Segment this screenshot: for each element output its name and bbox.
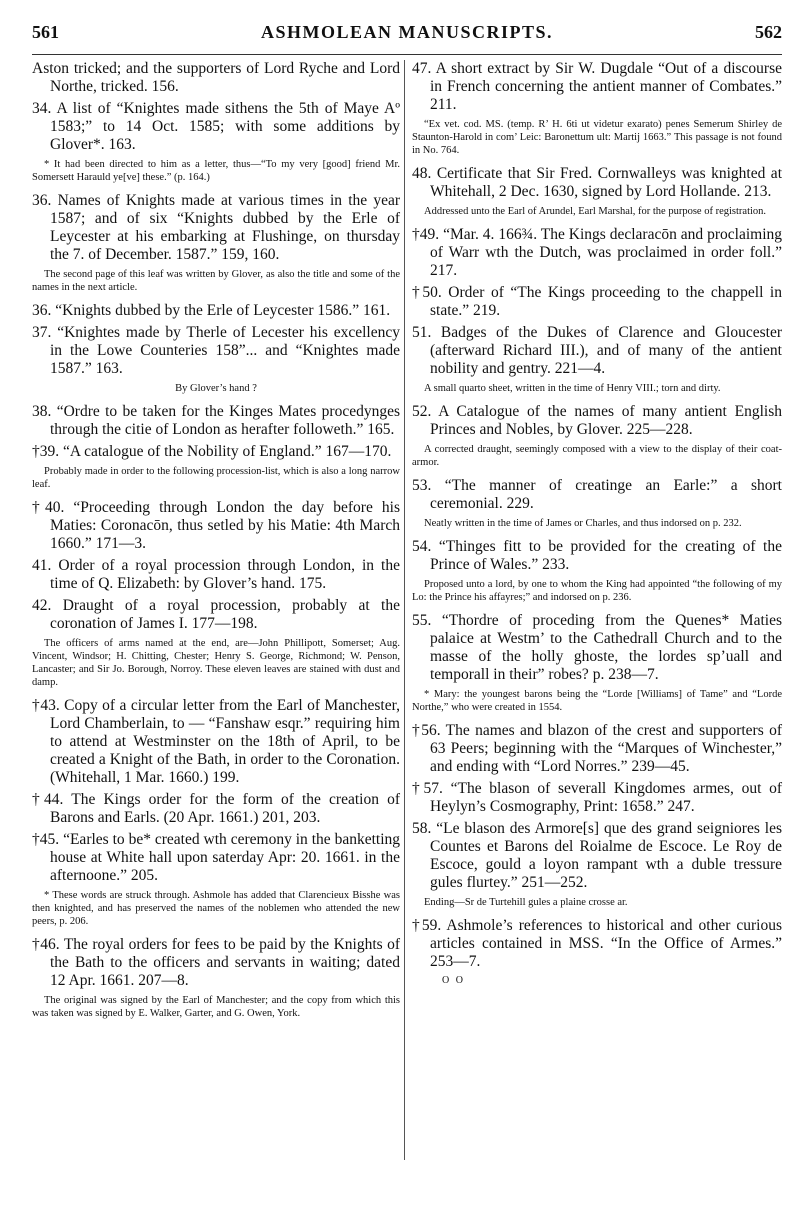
catalogue-note: Probably made in order to the following procession-list, which is also a long narrow leaf. bbox=[32, 466, 400, 490]
catalogue-entry: †40. “Proceeding through London the day before his Maties: Coronacōn, thus setled by his Matie: 4th March 1660.” 171—3. bbox=[32, 499, 400, 552]
catalogue-entry: †50. Order of “The Kings proceeding to the chappell in state.” 219. bbox=[412, 284, 782, 319]
catalogue-note: Ending—Sr de Turtehill gules a plaine crosse ar. bbox=[424, 897, 628, 908]
page-number-right: 562 bbox=[755, 22, 782, 42]
catalogue-note: Neatly written in the time of James or Charles, and thus indorsed on p. 232. bbox=[424, 518, 742, 529]
catalogue-entry: 38. “Ordre to be taken for the Kinges Mates procedynges through the citie of London as herafter followeth.” 165. bbox=[32, 403, 400, 438]
catalogue-note: Addressed unto the Earl of Arundel, Earl Marshal, for the purpose of registration. bbox=[424, 206, 767, 217]
catalogue-entry: 53. “The manner of creatinge an Earle:” a short ceremonial. 229. bbox=[412, 477, 782, 512]
catalogue-note: The officers of arms named at the end, are—John Phillipott, Somerset; Aug. Vincent, Windsor; H. Chitting, Chester; Henry S. George, Richmond; W. Penson, Lancaster; and Sir Jo. Borough, Norroy. These eleven leaves are stained with dust and damp. bbox=[32, 638, 400, 688]
catalogue-entry: †59. Ashmole’s references to historical and other curious articles contained in MSS. “In the Office of Armes.” 253—7. bbox=[412, 917, 782, 970]
catalogue-entry: †57. “The blason of severall Kingdomes armes, out of Heylyn’s Cosmography, Print: 1658.” 247. bbox=[412, 780, 782, 815]
catalogue-entry: 58. “Le blason des Armore[s] que des grand seigniores les Countes et Barons del Roialme de Escoce. Le Roy de Escoce, gould a loyon rampant wth a duble tressure gules flurtey.” 251—252. bbox=[412, 820, 782, 891]
page-header bbox=[32, 22, 782, 50]
right-column bbox=[412, 60, 782, 986]
catalogue-entry: †45. “Earles to be* created wth ceremony in the banketting house at White hall upon saterday Apr: 20. 1661. in the afternoone.” 205. bbox=[32, 831, 400, 884]
catalogue-note: The second page of this leaf was written by Glover, as also the title and some of the names in the next article. bbox=[32, 269, 400, 293]
column-divider bbox=[404, 60, 405, 1160]
catalogue-entry: †44. The Kings order for the form of the creation of Barons and Earls. (20 Apr. 1661.) 201, 203. bbox=[32, 791, 400, 826]
catalogue-note: By Glover’s hand ? bbox=[175, 383, 257, 394]
catalogue-entry: 42. Draught of a royal procession, probably at the coronation of James I. 177—198. bbox=[32, 597, 400, 632]
catalogue-entry: 54. “Thinges fitt to be provided for the creating of the Prince of Wales.” 233. bbox=[412, 538, 782, 573]
page-number-left: 561 bbox=[32, 22, 59, 42]
catalogue-note: Proposed unto a lord, by one to whom the King had appointed “the following of my Lo: the Prince his affayres;” and indorsed on p. 236. bbox=[412, 579, 782, 603]
catalogue-note: * It had been directed to him as a letter, thus—“To my very [good] friend Mr. Somersett Harauld ye[ve] these.” (p. 164.) bbox=[32, 159, 400, 183]
left-column bbox=[32, 60, 400, 1028]
catalogue-entry: Aston tricked; and the supporters of Lord Ryche and Lord Northe, tricked. 156. bbox=[32, 60, 400, 95]
catalogue-entry: 34. A list of “Knightes made sithens the 5th of Maye Aº 1583;” to 14 Oct. 1585; with some additions by Glover*. 163. bbox=[32, 100, 400, 153]
catalogue-note: A corrected draught, seemingly composed with a view to the display of their coat-armor. bbox=[412, 444, 782, 468]
catalogue-note: “Ex vet. cod. MS. (temp. R’ H. 6ti ut videtur exarato) penes Semerum Shirley de Staunton-Harold in com’ Leic: Baronettum ult: Martij 1663.” This passage is not found in No. 764. bbox=[412, 119, 782, 156]
catalogue-note: The original was signed by the Earl of Manchester; and the copy from which this was taken was signed by E. Walker, Garter, and G. Owen, York. bbox=[32, 995, 400, 1019]
catalogue-entry: †56. The names and blazon of the crest and supporters of 63 Peers; beginning with the “Marques of Winchester,” and ending with “Lord Norres.” 239—45. bbox=[412, 722, 782, 775]
catalogue-entry: 51. Badges of the Dukes of Clarence and Gloucester (afterward Richard III.), and of many of the antient nobility and gentry. 221—4. bbox=[412, 324, 782, 377]
running-title: ASHMOLEAN MANUSCRIPTS. bbox=[260, 22, 554, 42]
catalogue-entry: †46. The royal orders for fees to be paid by the Knights of the Bath to the officers and servants in waiting; dated 12 Apr. 1661. 207—8. bbox=[32, 936, 400, 989]
catalogue-entry: 36. Names of Knights made at various times in the year 1587; and of six “Knights dubbed by the Erle of Leycester at his embarking at Flushinge, on thursday the 7. of December. 1587.” 159, 160. bbox=[32, 192, 400, 263]
catalogue-entry: 48. Certificate that Sir Fred. Cornwalleys was knighted at Whitehall, 2 Dec. 1630, signed by Lord Hollande. 213. bbox=[412, 165, 782, 200]
catalogue-note: * Mary: the youngest barons being the “Lorde [Williams] of Tame” and “Lorde Northe,” who were created in 1554. bbox=[412, 689, 782, 713]
catalogue-entry: 37. “Knightes made by Therle of Lecester his excellency in the Lowe Counteries 158”... and “Knightes made 1587.” 163. bbox=[32, 324, 400, 377]
catalogue-entry: †39. “A catalogue of the Nobility of England.” 167—170. bbox=[32, 443, 392, 460]
catalogue-entry: 36. “Knights dubbed by the Erle of Leycester 1586.” 161. bbox=[32, 302, 391, 319]
catalogue-entry: 41. Order of a royal procession through London, in the time of Q. Elizabeth: by Glover’s hand. 175. bbox=[32, 557, 400, 592]
catalogue-entry: †43. Copy of a circular letter from the Earl of Manchester, Lord Chamberlain, to — “Fanshaw esqr.” requiring him to attend at Westminster on the 18th of April, to be created a Knight of the Bath, in order to the Coronation. (Whitehall, 1 Mar. 1660.) 199. bbox=[32, 697, 400, 786]
catalogue-entry: 52. A Catalogue of the names of many antient English Princes and Nobles, by Glover. 225—228. bbox=[412, 403, 782, 438]
catalogue-entry: 47. A short extract by Sir W. Dugdale “Out of a discourse in French concerning the antient manner of Combates.” 211. bbox=[412, 60, 782, 113]
catalogue-entry: 55. “Thordre of proceding from the Quenes* Maties palaice at Westm’ to the Cathedrall Church and to the masse of the holly ghoste, the lordes sp’uall and temporall in their” robes? p. 238—7. bbox=[412, 612, 782, 683]
signature-mark: O O bbox=[442, 975, 465, 986]
catalogue-entry: †49. “Mar. 4. 166¾. The Kings declaracōn and proclaiming of Warr wth the Dutch, was proclaimed in order foll.” 217. bbox=[412, 226, 782, 279]
catalogue-note: * These words are struck through. Ashmole has added that Clarencieux Bisshe was then knighted, and has preserved the names of the noblemen who attended the new peers, p. 206. bbox=[32, 890, 400, 927]
catalogue-note: A small quarto sheet, written in the time of Henry VIII.; torn and dirty. bbox=[424, 383, 721, 394]
header-rule bbox=[32, 54, 782, 55]
